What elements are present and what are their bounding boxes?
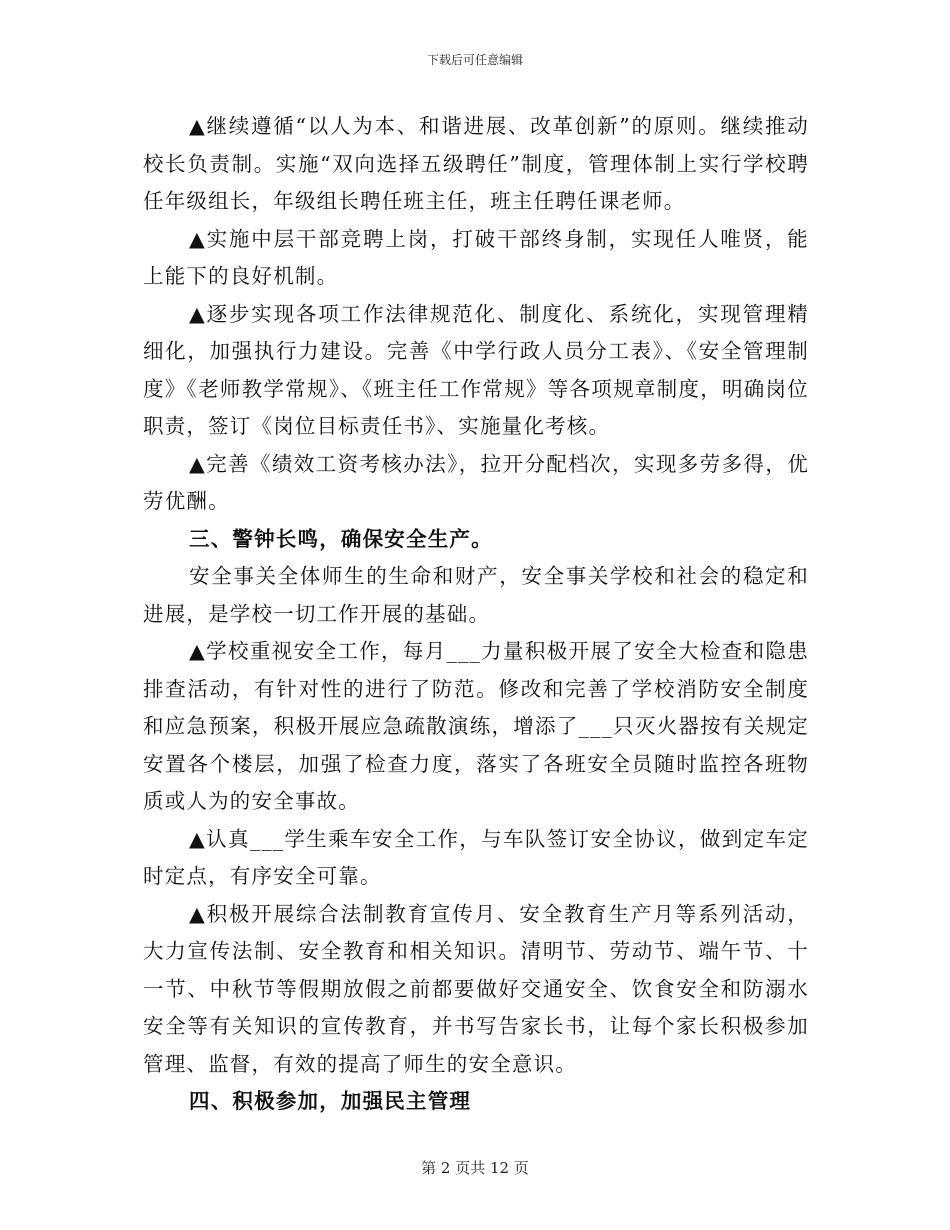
- paragraph-legal-education: ▲积极开展综合法制教育宣传月、安全教育生产月等系列活动，大力宣传法制、安全教育和相关知识。清明节、劳动节、端午节、十一节、中秋节等假期放假之前都要做好交通安全、饮食安全和防溺水安全等有关知识的宣传教育，并书写告家长书，让每个家长积极参加管理、监督，有效的提高了师生的安全意识。: [143, 901, 809, 1076]
- page-header-note: 下载后可任意编辑: [426, 53, 523, 67]
- document-body: [143, 108, 809, 1121]
- section-heading-safety: 三、警钟长鸣，确保安全生产。: [189, 526, 493, 551]
- paragraph-cadre-competition: ▲实施中层干部竞聘上岗，打破干部终身制，实现任人唯贤，能上能下的良好机制。: [143, 226, 809, 288]
- section-heading-democratic-management: 四、积极参加，加强民主管理: [189, 1089, 472, 1113]
- paragraph-safety-intro: 安全事关全体师生的生命和财产，安全事关学校和社会的稳定和进展，是学校一切工作开展的基础。: [143, 564, 809, 626]
- paragraph-bus-safety: ▲认真___学生乘车安全工作，与车队签订安全协议，做到定车定时定点，有序安全可靠。: [143, 826, 809, 888]
- paragraph-principles: ▲继续遵循“以人为本、和谐进展、改革创新”的原则。继续推动校长负责制。实施“双向选择五级聘任”制度，管理体制上实行学校聘任年级组长，年级组长聘任班主任，班主任聘任课老师。: [143, 114, 809, 213]
- paragraph-safety-inspection: ▲学校重视安全工作，每月___力量积极开展了安全大检查和隐患排查活动，有针对性的进行了防范。修改和完善了学校消防安全制度和应急预案，积极开展应急疏散演练，增添了___只灭火器按有关规定安置各个楼层，加强了检查力度，落实了各班安全员随时监控各班物质或人为的安全事故。: [143, 639, 809, 813]
- page-number: 第 2 页共 12 页: [421, 1159, 529, 1177]
- paragraph-standardization: ▲逐步实现各项工作法律规范化、制度化、系统化，实现管理精细化，加强执行力建设。完善《中学行政人员分工表》、《安全管理制度》《老师教学常规》、《班主任工作常规》等各项规章制度，明确岗位职责，签订《岗位目标责任书》、实施量化考核。: [143, 301, 809, 438]
- paragraph-performance-pay: ▲完善《绩效工资考核办法》，拉开分配档次，实现多劳多得，优劳优酬。: [143, 451, 809, 513]
